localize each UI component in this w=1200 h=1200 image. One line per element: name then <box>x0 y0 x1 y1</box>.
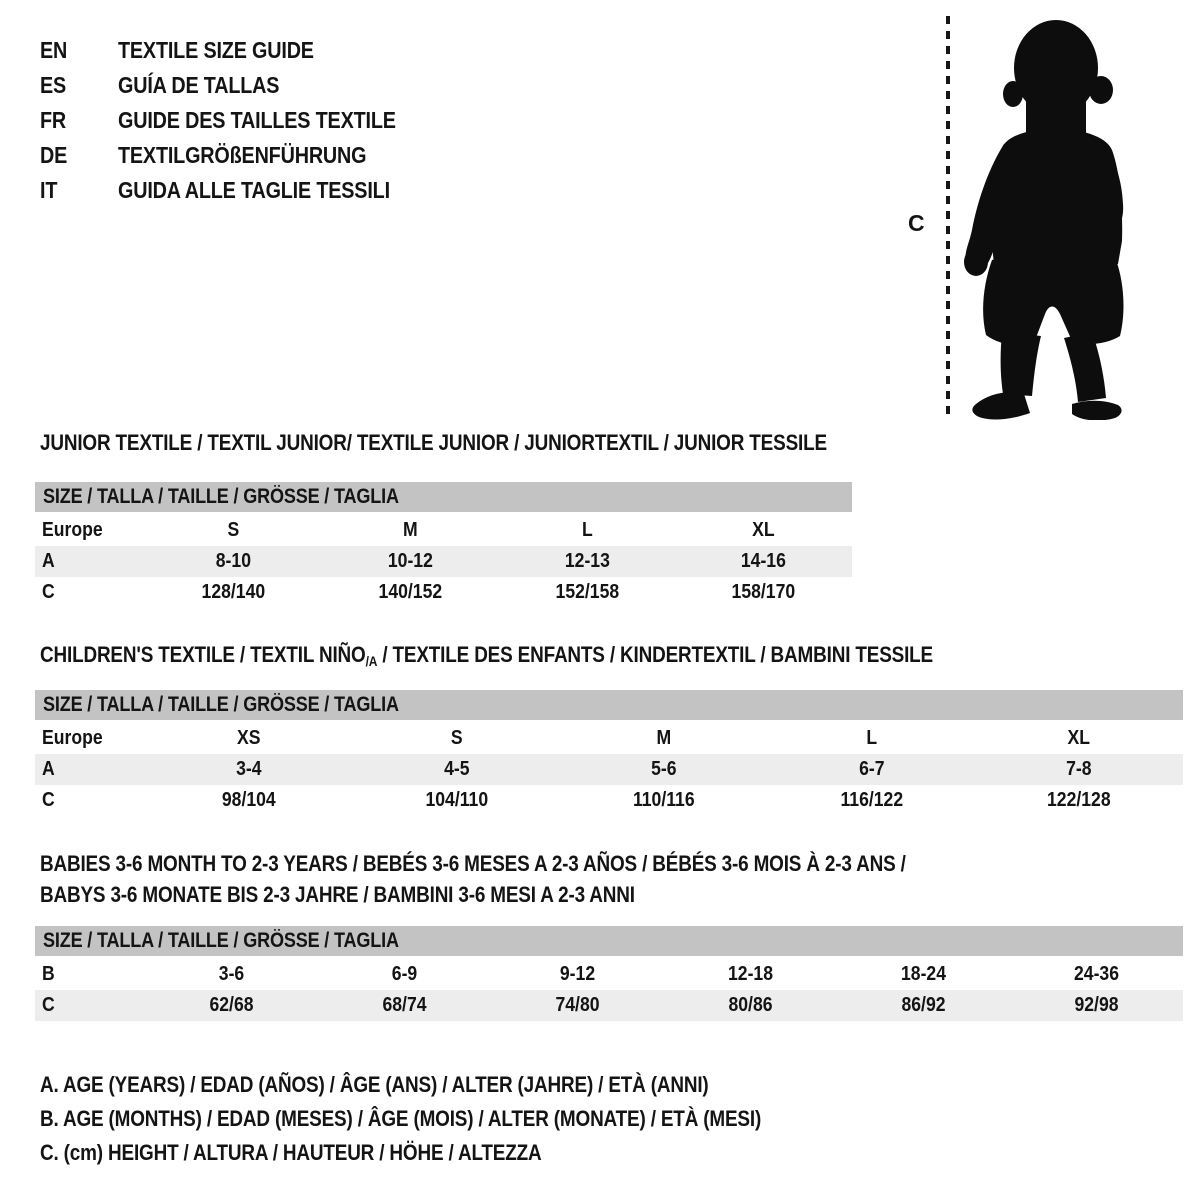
height-cell: 68/74 <box>382 994 427 1016</box>
size-cell: M <box>402 519 418 541</box>
children-size-header-bar <box>35 690 1183 720</box>
language-title: GUÍA DE TALLAS <box>118 72 280 98</box>
language-title: TEXTILE SIZE GUIDE <box>118 37 314 63</box>
babies-size-table <box>35 926 1183 1021</box>
children-section-title-text <box>40 642 933 669</box>
language-row <box>40 103 441 138</box>
size-cell: XS <box>237 727 261 749</box>
height-cell: 158/170 <box>731 581 796 603</box>
height-cell: 80/86 <box>728 994 773 1016</box>
table-row-height <box>35 785 1183 816</box>
months-cell: 12-18 <box>727 963 774 985</box>
months-cell: 24-36 <box>1073 963 1120 985</box>
height-cell: 86/92 <box>901 994 946 1016</box>
months-cell: 6-9 <box>391 963 418 985</box>
height-cell: 122/128 <box>1047 789 1112 811</box>
table-row-height <box>35 577 852 608</box>
size-cell: S <box>450 727 463 749</box>
language-code: IT <box>40 177 58 203</box>
age-cell: 7-8 <box>1066 758 1092 780</box>
children-title-part1: CHILDREN'S TEXTILE / TEXTIL NIÑO <box>40 642 366 667</box>
row-label: Europe <box>42 519 103 541</box>
age-cell: 8-10 <box>215 550 251 572</box>
height-cell: 92/98 <box>1074 994 1119 1016</box>
row-label: A <box>42 550 55 572</box>
height-cell: 116/122 <box>840 789 903 811</box>
legend-line-b: B. AGE (MONTHS) / EDAD (MESES) / ÂGE (MOIS) / ALTER (MONATE) / ETÀ (MESI) <box>40 1106 762 1131</box>
language-row <box>40 33 441 68</box>
language-code: EN <box>40 37 68 63</box>
age-cell: 6-7 <box>858 758 885 780</box>
table-row-height <box>35 990 1183 1021</box>
row-label: A <box>42 758 55 780</box>
legend-line-c: C. (cm) HEIGHT / ALTURA / HAUTEUR / HÖHE / ALTEZZA <box>40 1140 542 1165</box>
language-code: ES <box>40 72 67 98</box>
height-cell: 104/110 <box>425 789 488 811</box>
row-label: C <box>42 994 55 1016</box>
height-cell: 62/68 <box>209 994 254 1016</box>
junior-size-table <box>35 482 852 608</box>
size-cell: L <box>866 727 877 749</box>
children-section-title <box>40 642 1078 669</box>
height-dashed-line <box>946 16 950 416</box>
language-row <box>40 173 441 208</box>
row-label: Europe <box>42 727 103 749</box>
children-table-rows <box>35 723 1183 816</box>
age-cell: 14-16 <box>741 550 787 572</box>
junior-section-title-text: JUNIOR TEXTILE / TEXTIL JUNIOR/ TEXTILE JUNIOR / JUNIORTEXTIL / JUNIOR TESSILE <box>40 430 827 455</box>
babies-title-line1: BABIES 3-6 MONTH TO 2-3 YEARS / BEBÉS 3-6 MESES A 2-3 AÑOS / BÉBÉS 3-6 MOIS À 2-3 ANS / <box>40 851 906 876</box>
babies-section-title <box>40 848 1047 910</box>
height-cell: 74/80 <box>555 994 600 1016</box>
toddler-silhouette <box>960 16 1144 420</box>
months-cell: 9-12 <box>559 963 596 985</box>
junior-size-header-bar <box>35 482 852 512</box>
age-cell: 4-5 <box>443 758 470 780</box>
children-title-part2: / TEXTILE DES ENFANTS / KINDERTEXTIL / BAMBINI TESSILE <box>377 642 934 667</box>
table-row-europe <box>35 515 852 546</box>
table-row-age <box>35 546 852 577</box>
language-code: DE <box>40 142 68 168</box>
months-cell: 18-24 <box>900 963 947 985</box>
language-list <box>40 33 441 208</box>
babies-size-header-bar <box>35 926 1183 956</box>
size-header-label: SIZE / TALLA / TAILLE / GRÖSSE / TAGLIA <box>43 693 399 716</box>
size-cell: S <box>227 519 240 541</box>
table-row-age <box>35 754 1183 785</box>
legend <box>40 1072 878 1174</box>
table-row-europe <box>35 723 1183 754</box>
height-cell: 98/104 <box>221 789 276 811</box>
row-label: B <box>42 963 55 985</box>
size-cell: M <box>656 727 672 749</box>
height-cell: 128/140 <box>201 581 266 603</box>
age-cell: 5-6 <box>651 758 677 780</box>
height-cell: 140/152 <box>378 581 442 603</box>
language-title: TEXTILGRÖßENFÜHRUNG <box>118 142 367 168</box>
height-measure-label: C <box>908 210 925 236</box>
children-size-table <box>35 690 1183 816</box>
babies-table-rows <box>35 959 1183 1021</box>
row-label: C <box>42 789 55 811</box>
age-cell: 10-12 <box>387 550 433 572</box>
junior-section-title <box>40 430 955 456</box>
size-header-label: SIZE / TALLA / TAILLE / GRÖSSE / TAGLIA <box>43 929 399 952</box>
size-cell: XL <box>752 519 775 541</box>
months-cell: 3-6 <box>218 963 245 985</box>
row-label: C <box>42 581 55 603</box>
size-header-label: SIZE / TALLA / TAILLE / GRÖSSE / TAGLIA <box>43 485 399 508</box>
height-cell: 110/116 <box>633 789 695 811</box>
children-title-sub: /A <box>365 653 378 669</box>
junior-table-rows <box>35 515 852 608</box>
height-cell: 152/158 <box>555 581 619 603</box>
language-row <box>40 68 441 103</box>
table-row-months <box>35 959 1183 990</box>
language-code: FR <box>40 107 67 133</box>
language-row <box>40 138 441 173</box>
size-cell: XL <box>1067 727 1091 749</box>
language-title: GUIDA ALLE TAGLIE TESSILI <box>118 177 390 203</box>
age-cell: 3-4 <box>236 758 262 780</box>
language-title: GUIDE DES TAILLES TEXTILE <box>118 107 396 133</box>
babies-title-line2: BABYS 3-6 MONATE BIS 2-3 JAHRE / BAMBINI 3-6 MESI A 2-3 ANNI <box>40 882 635 907</box>
legend-line-a: A. AGE (YEARS) / EDAD (AÑOS) / ÂGE (ANS) / ALTER (JAHRE) / ETÀ (ANNI) <box>40 1072 709 1097</box>
age-cell: 12-13 <box>564 550 610 572</box>
size-cell: L <box>581 519 593 541</box>
